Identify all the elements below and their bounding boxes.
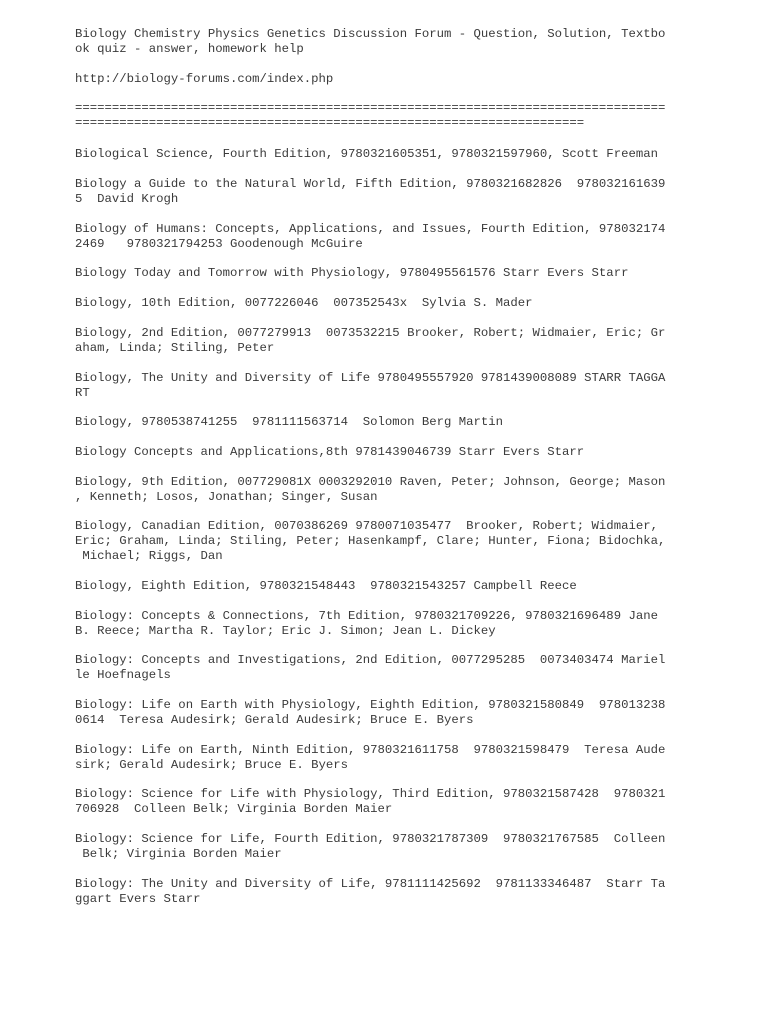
book-entry-line: Biology a Guide to the Natural World, Fifth Edition, 9780321682826 978032161639 (75, 177, 666, 192)
book-entry-line: le Hoefnagels (75, 668, 171, 683)
url-text: http://biology-forums.com/index.php (75, 71, 334, 86)
book-entry-line: Biology, 9th Edition, 007729081X 0003292010 Raven, Peter; Johnson, George; Mason (75, 474, 666, 489)
book-entry-line: 2469 9780321794253 Goodenough McGuire (75, 236, 363, 251)
separator (75, 101, 675, 131)
book-entry (75, 787, 675, 817)
document-content (75, 27, 675, 921)
book-list (75, 147, 675, 906)
book-entry-line: Biology, Canadian Edition, 0070386269 9780071035477 Brooker, Robert; Widmaier, (75, 519, 658, 534)
book-entry-line: Biology, The Unity and Diversity of Life 9780495557920 9781439008089 STARR TAGGA (75, 370, 666, 385)
book-entry-line: aham, Linda; Stiling, Peter (75, 340, 275, 355)
book-entry (75, 147, 675, 162)
book-entry-line: Biology Concepts and Applications,8th 9781439046739 Starr Evers Starr (75, 444, 585, 459)
book-entry-line: Biology: Life on Earth, Ninth Edition, 9780321611758 9780321598479 Teresa Aude (75, 742, 666, 757)
book-entry-line: Biology: The Unity and Diversity of Life, 9781111425692 9781133346487 Starr Ta (75, 876, 666, 891)
book-entry (75, 177, 675, 207)
book-entry-line: Biology Today and Tomorrow with Physiology, 9780495561576 Starr Evers Starr (75, 266, 629, 281)
document-header (75, 27, 675, 57)
book-entry-line: Biology of Humans: Concepts, Applications, and Issues, Fourth Edition, 978032174 (75, 221, 666, 236)
book-entry-line: ggart Evers Starr (75, 891, 201, 906)
book-entry-line: Biology: Life on Earth with Physiology, Eighth Edition, 9780321580849 978013238 (75, 698, 666, 712)
book-entry (75, 698, 675, 728)
book-entry-line: Biology: Concepts & Connections, 7th Edition, 9780321709226, 9780321696489 Jane (75, 608, 658, 623)
book-entry-line: , Kenneth; Losos, Jonathan; Singer, Susan (75, 489, 378, 504)
book-entry-line: Biology, Eighth Edition, 9780321548443 9780321543257 Campbell Reece (75, 578, 577, 593)
book-entry (75, 326, 675, 356)
book-entry-line: Michael; Riggs, Dan (75, 549, 223, 564)
book-entry (75, 415, 675, 430)
document-url (75, 72, 675, 87)
book-entry (75, 877, 675, 907)
book-entry-line: Belk; Virginia Borden Maier (75, 847, 282, 862)
book-entry-line: Biological Science, Fourth Edition, 9780321605351, 9780321597960, Scott Freeman (75, 147, 658, 162)
book-entry-line: 706928 Colleen Belk; Virginia Borden Maier (75, 802, 393, 817)
book-entry-line: Biology, 9780538741255 9781111563714 Solomon Berg Martin (75, 415, 504, 430)
book-entry-line: Eric; Graham, Linda; Stiling, Peter; Hasenkampf, Clare; Hunter, Fiona; Bidochka, (75, 534, 666, 549)
book-entry-line: sirk; Gerald Audesirk; Bruce E. Byers (75, 757, 349, 772)
book-entry (75, 579, 675, 594)
book-entry (75, 653, 675, 683)
separator-line: ================================================================================ (75, 101, 666, 116)
book-entry-line: Biology, 10th Edition, 0077226046 007352543x Sylvia S. Mader (75, 296, 533, 311)
book-entry-line: Biology, 2nd Edition, 0077279913 0073532215 Brooker, Robert; Widmaier, Eric; Gr (75, 325, 666, 340)
book-entry (75, 371, 675, 401)
book-entry (75, 609, 675, 639)
header-line: Biology Chemistry Physics Genetics Discussion Forum - Question, Solution, Textbo (75, 27, 666, 41)
book-entry (75, 475, 675, 505)
book-entry-line: B. Reece; Martha R. Taylor; Eric J. Simon; Jean L. Dickey (75, 623, 496, 638)
book-entry (75, 296, 675, 311)
book-entry-line: 0614 Teresa Audesirk; Gerald Audesirk; Bruce E. Byers (75, 713, 474, 727)
book-entry-line: RT (75, 385, 90, 400)
book-entry (75, 445, 675, 460)
header-line: ok quiz - answer, homework help (75, 42, 304, 56)
book-entry-line: Biology: Science for Life with Physiology, Third Edition, 9780321587428 9780321 (75, 787, 666, 802)
book-entry (75, 832, 675, 862)
book-entry-line: Biology: Concepts and Investigations, 2nd Edition, 0077295285 0073403474 Mariel (75, 653, 666, 668)
book-entry (75, 743, 675, 773)
book-entry (75, 222, 675, 252)
separator-line: ===================================================================== (75, 116, 585, 131)
book-entry-line: Biology: Science for Life, Fourth Edition, 9780321787309 9780321767585 Colleen (75, 832, 666, 847)
book-entry (75, 519, 675, 564)
book-entry (75, 266, 675, 281)
book-entry-line: 5 David Krogh (75, 192, 179, 207)
